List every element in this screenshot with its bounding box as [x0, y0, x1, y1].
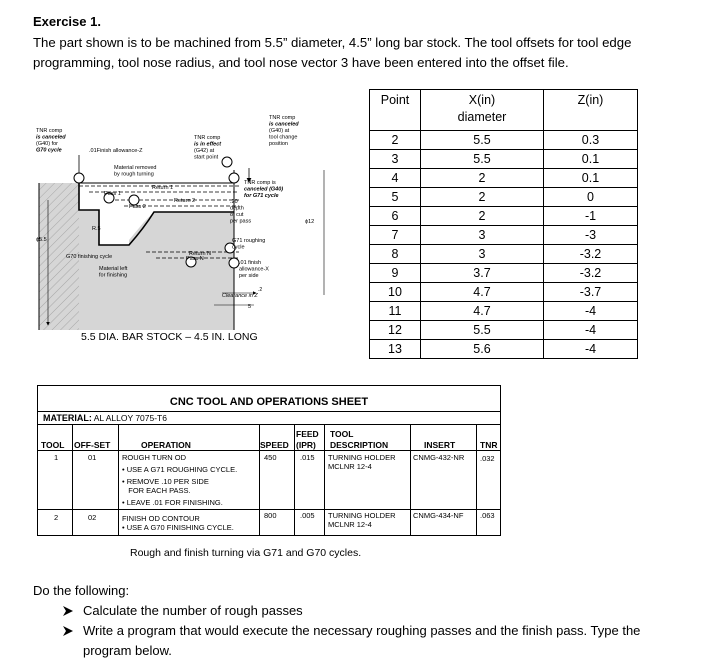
table-row [370, 321, 638, 340]
x-cell: 5.5 [421, 131, 544, 150]
row2-offset: 02 [88, 513, 97, 522]
hdr-insert: INSERT [424, 440, 456, 450]
ops-title: CNC TOOL AND OPERATIONS SHEET [169, 396, 369, 408]
z-cell: -4 [544, 302, 638, 321]
z-cell: 0.1 [544, 150, 638, 169]
x-cell: 5.5 [421, 321, 544, 340]
table-row [370, 207, 638, 226]
row2-feed: .005 [300, 511, 315, 520]
z-cell: 0.1 [544, 169, 638, 188]
task-text: Calculate the number of rough passes [83, 603, 303, 618]
table-row [370, 150, 638, 169]
point-cell: 13 [370, 340, 421, 359]
x-cell: 2 [421, 188, 544, 207]
task-item [62, 601, 682, 621]
x-cell: 4.7 [421, 283, 544, 302]
z-cell: -4 [544, 340, 638, 359]
hdr-feed: FEED (IPR) [296, 429, 319, 450]
label-material-left: Material left for finishing [99, 266, 128, 279]
row2-insert: CNMG-434-NF [413, 511, 464, 520]
label-pass-n: Pass N [186, 256, 204, 262]
z-cell: -4 [544, 321, 638, 340]
label-tnr-canceled-left: TNR comp is canceled (G40) for G70 cycle [36, 128, 66, 154]
ops-caption: Rough and finish turning via G71 and G70 cycles. [130, 547, 362, 559]
row1-insert: CNMG-432-NR [413, 453, 465, 462]
label-finish-allowance-z: .01Finish allowance-Z [89, 148, 143, 154]
arrow-bullet-icon [62, 621, 76, 643]
label-tnr-canceled-top: TNR comp is canceled (G40) at tool change position [269, 115, 299, 147]
operations-sheet [37, 385, 501, 536]
x-cell: 3 [421, 226, 544, 245]
row1-operation: ROUGH TURN OD • USE A G71 ROUGHING CYCLE. • REMOVE .10 PER SIDE FOR EACH PASS. • LEAVE .01 FOR FINISHING. [122, 453, 238, 507]
table-row [370, 226, 638, 245]
row2-speed: 800 [264, 511, 277, 520]
point-cell: 6 [370, 207, 421, 226]
point-cell: 4 [370, 169, 421, 188]
label-pass2: Pass 2 [129, 204, 146, 210]
task-item [62, 621, 682, 661]
label-return-n: Return N [189, 251, 212, 257]
x-cell: 4.7 [421, 302, 544, 321]
point-cell: 8 [370, 245, 421, 264]
hdr-description: TOOL DESCRIPTION [330, 429, 389, 450]
task-text: Write a program that would execute the necessary roughing passes and the finish pass. Type the program below. [83, 623, 641, 658]
z-cell: 0.3 [544, 131, 638, 150]
label-dim2: .2 [258, 287, 263, 293]
label-g70: G70 finishing cycle [66, 254, 113, 260]
part-outline [39, 170, 234, 330]
point-cell: 12 [370, 321, 421, 340]
header-z: Z(in) [544, 90, 638, 131]
hdr-operation: OPERATION [141, 440, 191, 450]
row2-description: TURNING HOLDER MCLNR 12-4 [328, 511, 396, 529]
table-row [370, 283, 638, 302]
label-return1: Return 1 [152, 185, 174, 191]
point-table [369, 89, 638, 359]
row2-tnr: .063 [480, 511, 495, 520]
x-cell: 5.6 [421, 340, 544, 359]
z-cell: -3.2 [544, 245, 638, 264]
figure-caption: 5.5 DIA. BAR STOCK – 4.5 IN. LONG [81, 331, 258, 343]
point-cell: 11 [370, 302, 421, 321]
do-following-heading: Do the following: [33, 583, 130, 598]
material-line: MATERIAL: AL ALLOY 7075-T6 [43, 413, 167, 423]
label-pass1: Pass 1 [104, 191, 121, 197]
hdr-tnr: TNR [480, 440, 498, 450]
material-value: AL ALLOY 7075-T6 [93, 413, 167, 423]
z-cell: -3.2 [544, 264, 638, 283]
row1-feed: .015 [300, 453, 315, 462]
point-cell: 5 [370, 188, 421, 207]
table-row [370, 264, 638, 283]
point-cell: 2 [370, 131, 421, 150]
table-row [370, 340, 638, 359]
row1-tnr: .032 [480, 454, 495, 463]
point-cell: 9 [370, 264, 421, 283]
point-table-header [370, 90, 638, 131]
table-row [370, 245, 638, 264]
label-dia12: ϕ12 [305, 219, 315, 225]
table-row [370, 169, 638, 188]
z-cell: -1 [544, 207, 638, 226]
table-row [370, 131, 638, 150]
z-cell: -3 [544, 226, 638, 245]
x-cell: 2 [421, 207, 544, 226]
label-clearance: Clearance in Z [222, 293, 258, 299]
point-cell: 10 [370, 283, 421, 302]
arrow-bullet-icon [62, 601, 76, 623]
hdr-speed: SPEED [260, 440, 289, 450]
hdr-tool: TOOL [41, 440, 65, 450]
table-row [370, 188, 638, 207]
row1-tool: 1 [54, 453, 59, 462]
x-cell: 5.5 [421, 150, 544, 169]
row1-description: TURNING HOLDER MCLNR 12-4 [328, 453, 396, 471]
label-r5: R.5 [92, 226, 101, 232]
label-dia55: ϕ5.5 [36, 237, 47, 243]
x-cell: 3 [421, 245, 544, 264]
part-drawing [34, 110, 334, 330]
point-cell: 7 [370, 226, 421, 245]
label-depth: .20 depth of cut per pass [230, 199, 252, 225]
label-finish-x: .01 finish allowance-X per side [239, 260, 269, 279]
label-tnr-effect: TNR comp is in effect (G42) at start point [194, 135, 222, 161]
z-cell: 0 [544, 188, 638, 207]
x-cell: 3.7 [421, 264, 544, 283]
label-g71: G71 roughing cycle [232, 238, 266, 251]
row1-offset: 01 [88, 453, 97, 462]
label-material-removed: Material removed by rough turning [114, 165, 157, 178]
intro-paragraph: The part shown is to be machined from 5.5” diameter, 4.5” long bar stock. The tool offsets for tool edge programming, tool nose radius, and tool nose vector 3 have been entered into the offset file. [33, 35, 632, 70]
header-point: Point [370, 90, 421, 131]
x-cell: 2 [421, 169, 544, 188]
row2-operation: FINISH OD CONTOUR • USE A G70 FINISHING CYCLE. [122, 514, 234, 532]
row1-speed: 450 [264, 453, 277, 462]
exercise-title: Exercise 1. [33, 14, 101, 29]
hdr-offset: OFF-SET [74, 440, 111, 450]
label-return2: Return 2 [174, 198, 196, 204]
point-cell: 3 [370, 150, 421, 169]
header-x: X(in) diameter [421, 90, 544, 131]
table-row [370, 302, 638, 321]
label-tnr-canceled-g71: TNR comp is canceled (G40) for G71 cycle [244, 180, 284, 199]
z-cell: -3.7 [544, 283, 638, 302]
label-dim5: 5 [248, 304, 252, 310]
row2-tool: 2 [54, 513, 59, 522]
